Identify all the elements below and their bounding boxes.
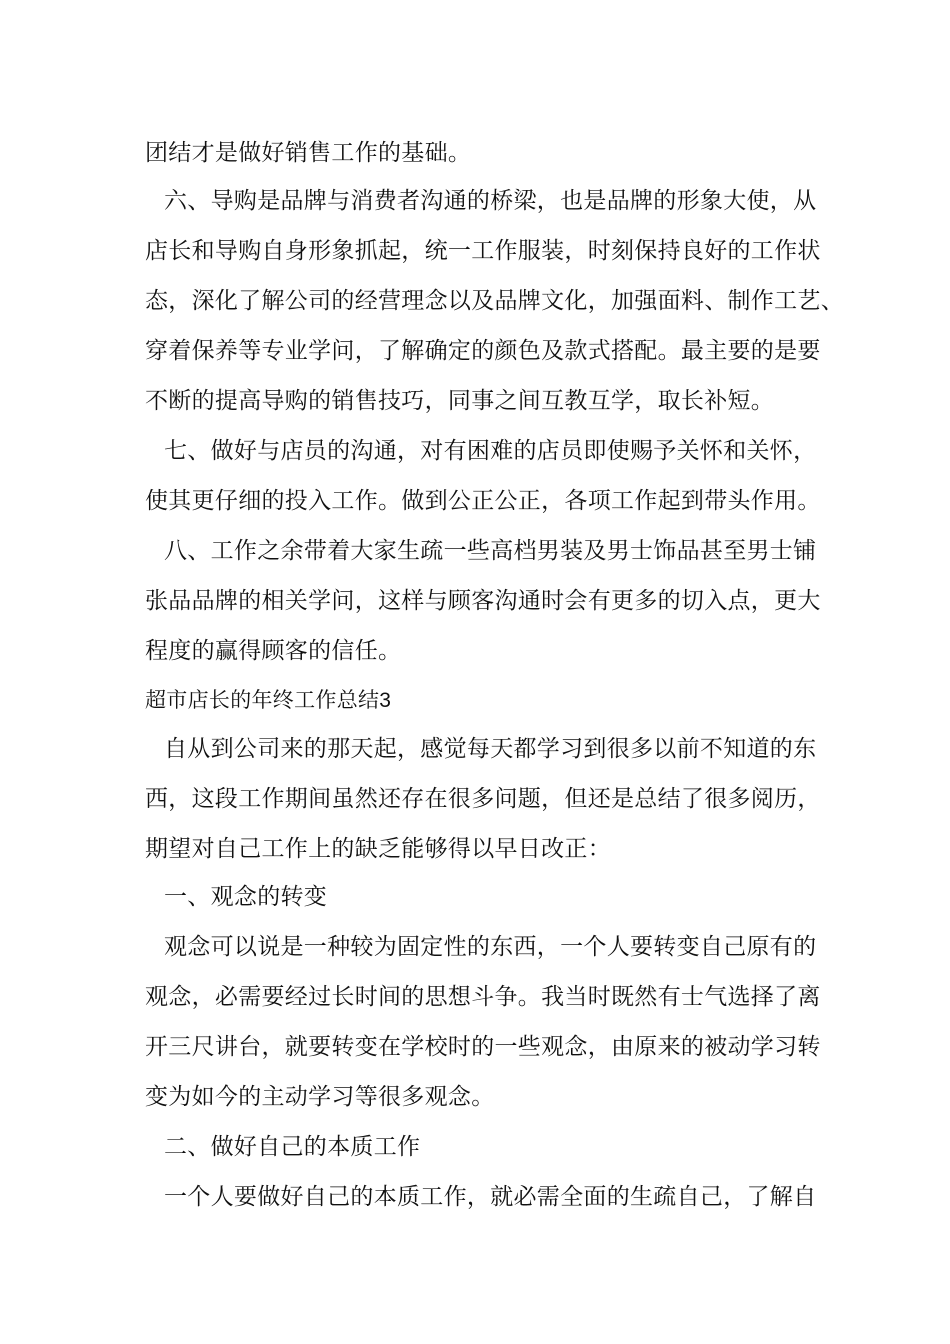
paragraph-line: 期望对自己工作上的缺乏能够得以早日改正： [145,836,611,862]
paragraph-line: 使其更仔细的投入工作。做到公正公正，各项工作起到带头作用。 [145,488,821,514]
paragraph-line: 变为如今的主动学习等很多观念。 [145,1084,495,1110]
paragraph-line: 六、导购是品牌与消费者沟通的桥梁，也是品牌的形象大使，从 [164,188,817,214]
paragraph-line: 店长和导购自身形象抓起，统一工作服装，时刻保持良好的工作状 [145,238,821,264]
paragraph-line: 开三尺讲台，就要转变在学校时的一些观念，由原来的被动学习转 [145,1034,821,1060]
paragraph-line: 观念可以说是一种较为固定性的东西，一个人要转变自己原有的 [164,934,817,960]
paragraph-line: 八、工作之余带着大家生疏一些高档男装及男士饰品甚至男士铺 [164,538,817,564]
paragraph-line: 一个人要做好自己的本质工作，就必需全面的生疏自己，了解自 [164,1184,817,1210]
paragraph-line: 穿着保养等专业学问，了解确定的颜色及款式搭配。最主要的是要 [145,338,821,364]
paragraph-line: 观念，必需要经过长时间的思想斗争。我当时既然有士气选择了离 [145,984,821,1010]
subheading: 一、观念的转变 [164,884,328,910]
paragraph-line: 程度的赢得顾客的信任。 [145,638,402,664]
section-title: 超市店长的年终工作总结3 [145,689,392,712]
paragraph-line: 团结才是做好销售工作的基础。 [145,140,472,166]
subheading: 二、做好自己的本质工作 [164,1134,421,1160]
paragraph-line: 自从到公司来的那天起，感觉每天都学习到很多以前不知道的东 [164,736,817,762]
paragraph-line: 西，这段工作期间虽然还存在很多问题，但还是总结了很多阅历， [145,786,821,812]
paragraph-line: 态，深化了解公司的经营理念以及品牌文化，加强面料、制作工艺、 [145,288,844,314]
paragraph-line: 不断的提高导购的销售技巧，同事之间互教互学，取长补短。 [145,388,775,414]
paragraph-line: 七、做好与店员的沟通，对有困难的店员即使赐予关怀和关怀， [164,438,817,464]
paragraph-line: 张品品牌的相关学问，这样与顾客沟通时会有更多的切入点，更大 [145,588,821,614]
